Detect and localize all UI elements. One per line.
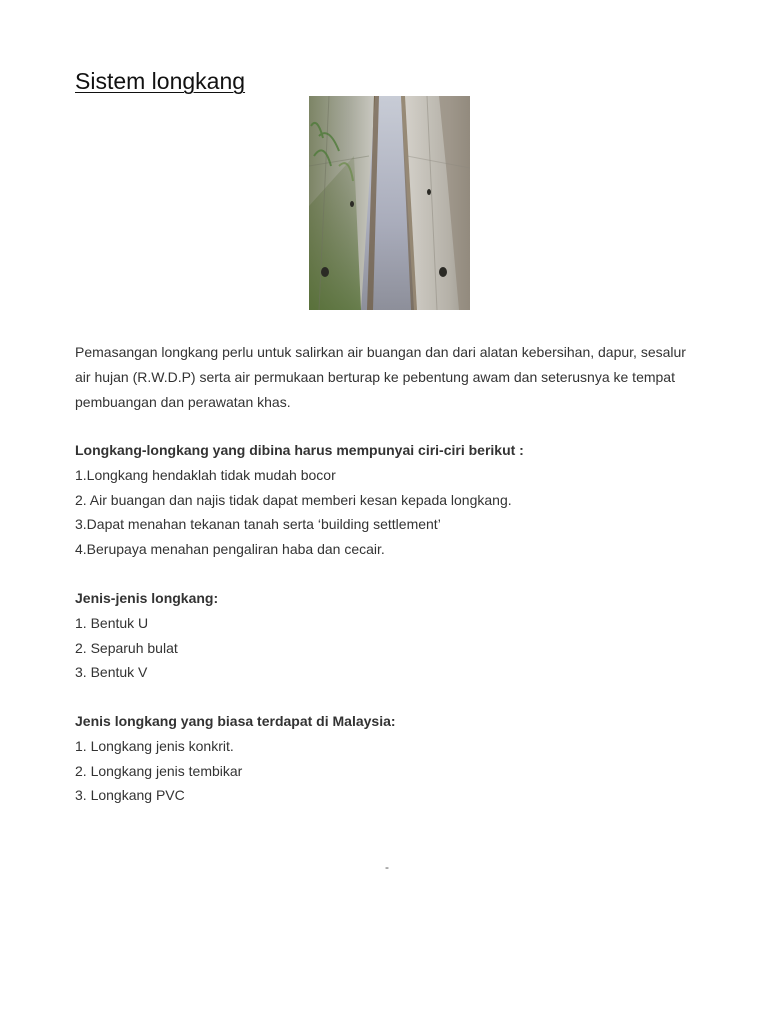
list-item: 3.Dapat menahan tekanan tanah serta ‘building settlement’	[75, 516, 441, 533]
malaysia-section	[75, 709, 715, 808]
ciri-heading: Longkang-longkang yang dibina harus mempunyai ciri-ciri berikut :	[75, 442, 524, 458]
jenis-heading: Jenis-jenis longkang:	[75, 590, 219, 606]
list-item: 1.Longkang hendaklah tidak mudah bocor	[75, 466, 336, 483]
list-item: 3. Bentuk V	[75, 664, 148, 681]
ciri-section	[75, 438, 715, 562]
malaysia-heading: Jenis longkang yang biasa terdapat di Malaysia:	[75, 713, 396, 729]
list-item: 4.Berupaya menahan pengaliran haba dan cecair.	[75, 541, 385, 558]
drain-photo-graphic	[309, 96, 470, 310]
intro-line: Pemasangan longkang perlu untuk salirkan air buangan dan dari alatan kebersihan, dapur, sesalur	[75, 344, 686, 360]
page-footer-mark: -	[385, 860, 389, 874]
intro-line: air hujan (R.W.D.P) serta air permukaan berturap ke pebentung awam dan seterusnya ke tempat	[75, 368, 675, 385]
page-title: Sistem longkang	[75, 68, 246, 94]
list-item: 2. Separuh bulat	[75, 639, 178, 656]
list-item: 2. Air buangan dan najis tidak dapat memberi kesan kepada longkang.	[75, 491, 512, 508]
list-item: 3. Longkang PVC	[75, 787, 185, 804]
list-item: 1. Bentuk U	[75, 614, 149, 631]
list-item: 1. Longkang jenis konkrit.	[75, 737, 234, 754]
list-item: 2. Longkang jenis tembikar	[75, 762, 243, 779]
intro-paragraph	[75, 340, 715, 414]
drain-photo	[309, 96, 470, 310]
jenis-section	[75, 586, 715, 685]
intro-line: pembuangan dan perawatan khas.	[75, 393, 291, 410]
